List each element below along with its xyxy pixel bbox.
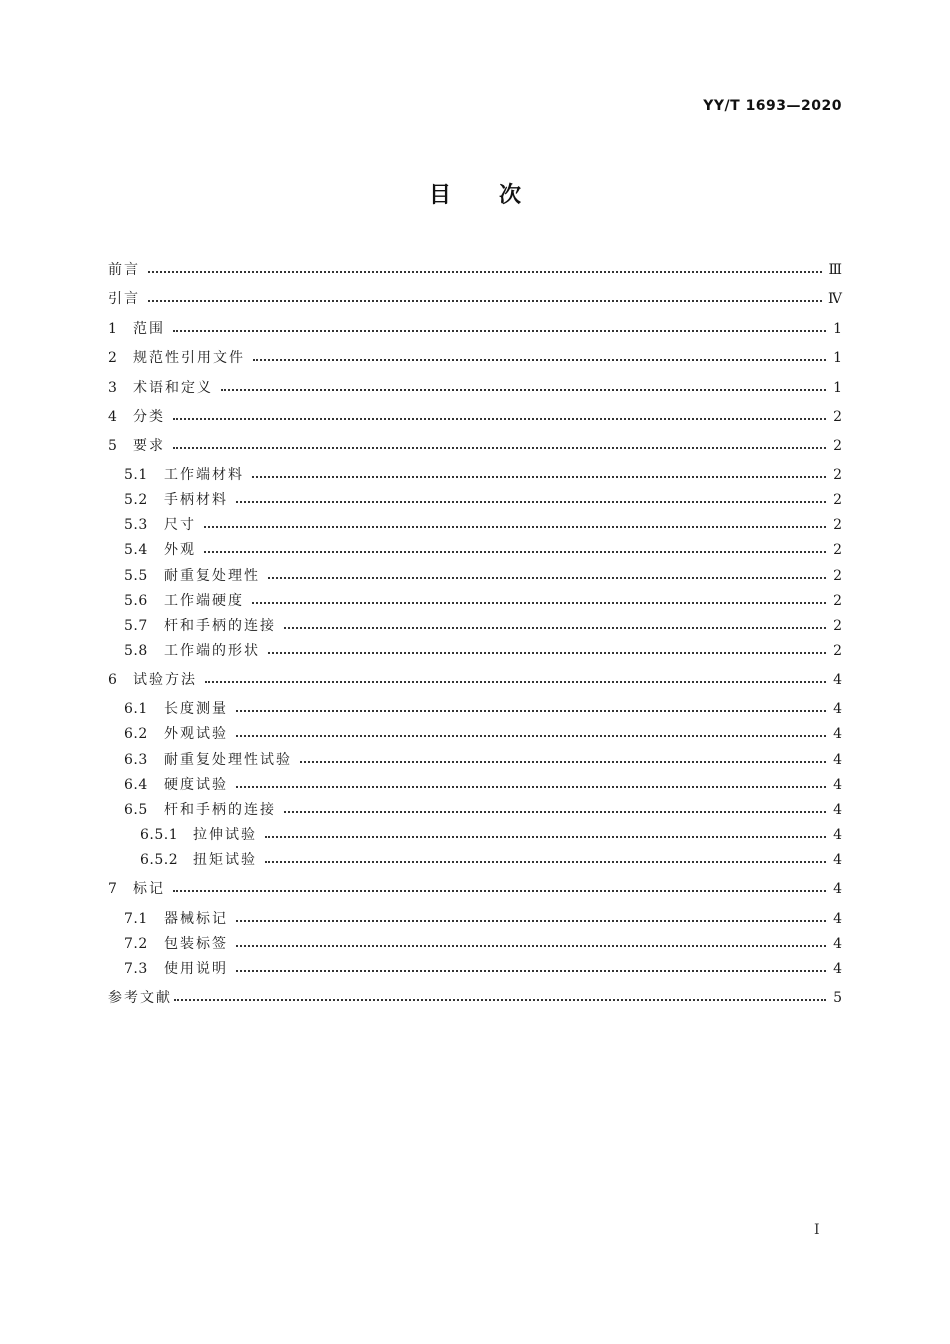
toc-entry-title: 外观试验 — [164, 726, 228, 742]
toc-entry-number: 7.1 — [124, 911, 148, 927]
standard-code: YY/T 1693—2020 — [703, 98, 842, 114]
toc-entry[interactable] — [124, 723, 842, 745]
toc-entry-number: 6.3 — [124, 752, 148, 768]
toc-entry-number: 5.3 — [124, 517, 148, 533]
dot-leader — [265, 836, 826, 838]
toc-entry-number: 5.7 — [124, 618, 148, 634]
toc-entry-title: 引言 — [108, 291, 140, 307]
toc-entry[interactable] — [108, 259, 842, 281]
toc-entry-page: 2 — [833, 438, 842, 454]
dot-leader — [300, 761, 826, 763]
toc-entry[interactable] — [124, 774, 842, 796]
toc-entry-number: 5.8 — [124, 643, 148, 659]
toc-entry-number: 7.2 — [124, 936, 148, 952]
toc-entry[interactable] — [124, 908, 842, 930]
toc-entry-title: 硬度试验 — [164, 777, 228, 793]
toc-entry-title: 拉伸试验 — [193, 827, 257, 843]
dot-leader — [173, 418, 826, 420]
toc-entry[interactable] — [108, 377, 842, 399]
toc-entry-title: 尺寸 — [164, 517, 196, 533]
toc-entry-page: 1 — [833, 350, 842, 366]
toc-entry-page: 4 — [833, 911, 842, 927]
toc-entry-number: 7 — [108, 881, 118, 897]
toc-entry-title: 手柄材料 — [164, 492, 228, 508]
toc-entry-title: 耐重复处理性试验 — [164, 752, 292, 768]
toc-entry-page: 2 — [833, 409, 842, 425]
toc-entry-number: 5.6 — [124, 593, 148, 609]
dot-leader — [236, 970, 826, 972]
toc-entry[interactable] — [124, 464, 842, 486]
toc-entry-title: 包装标签 — [164, 936, 228, 952]
toc-entry-title: 术语和定义 — [133, 380, 213, 396]
toc-entry-page: 2 — [833, 643, 842, 659]
toc-entry-page: 2 — [833, 492, 842, 508]
toc-entry-page: 2 — [833, 593, 842, 609]
toc-entry-page: Ⅳ — [828, 291, 842, 307]
toc-entry-number: 5.1 — [124, 467, 148, 483]
toc-entry-title: 器械标记 — [164, 911, 228, 927]
dot-leader — [173, 330, 826, 332]
toc-entry-number: 4 — [108, 409, 118, 425]
toc-entry-title: 耐重复处理性 — [164, 568, 260, 584]
toc-entry[interactable] — [108, 318, 842, 340]
toc-entry-page: 4 — [833, 777, 842, 793]
toc-entry[interactable] — [108, 288, 842, 310]
dot-leader — [252, 476, 826, 478]
toc-entry-title: 扭矩试验 — [193, 852, 257, 868]
toc-entry-number: 5.2 — [124, 492, 148, 508]
toc-entry-number: 6 — [108, 672, 118, 688]
toc-entry-page: 4 — [833, 672, 842, 688]
toc-entry-page: 4 — [833, 752, 842, 768]
toc-entry-page: 4 — [833, 961, 842, 977]
toc-entry[interactable] — [124, 698, 842, 720]
toc-entry-number: 6.1 — [124, 701, 148, 717]
dot-leader — [204, 551, 826, 553]
dot-leader — [221, 389, 826, 391]
toc-entry-title: 要求 — [133, 438, 165, 454]
dot-leader — [236, 945, 826, 947]
toc-entry[interactable] — [124, 514, 842, 536]
dot-leader — [253, 359, 826, 361]
page-title: 目次 — [428, 183, 569, 208]
dot-leader — [173, 890, 826, 892]
toc-entry-number: 5.4 — [124, 542, 148, 558]
toc-entry[interactable] — [124, 565, 842, 587]
toc-entry-page: 1 — [833, 380, 842, 396]
dot-leader — [252, 602, 826, 604]
toc-entry-number: 6.5.1 — [140, 827, 179, 843]
toc-entry[interactable] — [108, 669, 842, 691]
toc-entry-number: 2 — [108, 350, 118, 366]
dot-leader — [268, 652, 826, 654]
dot-leader — [236, 786, 826, 788]
toc-entry-page: 4 — [833, 701, 842, 717]
toc-entry-title: 使用说明 — [164, 961, 228, 977]
toc-entry-title: 分类 — [133, 409, 165, 425]
toc-entry-page: 1 — [833, 321, 842, 337]
toc-entry[interactable] — [108, 987, 842, 1009]
toc-entry-title: 参考文献 — [108, 990, 172, 1006]
toc-entry[interactable] — [124, 615, 842, 637]
dot-leader — [236, 710, 826, 712]
toc-entry-number: 1 — [108, 321, 118, 337]
toc-entry-page: Ⅲ — [828, 262, 842, 278]
toc-entry-page: 4 — [833, 827, 842, 843]
toc-entry-title: 长度测量 — [164, 701, 228, 717]
toc-entry-page: 2 — [833, 542, 842, 558]
toc-entry-page: 4 — [833, 881, 842, 897]
toc-entry-title: 工作端硬度 — [164, 593, 244, 609]
dot-leader — [205, 681, 826, 683]
toc-entry[interactable] — [124, 590, 842, 612]
toc-entry-number: 6.2 — [124, 726, 148, 742]
toc-entry-title: 杆和手柄的连接 — [164, 802, 276, 818]
dot-leader — [268, 577, 826, 579]
dot-leader — [236, 920, 826, 922]
toc-entry-page: 2 — [833, 467, 842, 483]
toc-entry-page: 2 — [833, 618, 842, 634]
toc-entry[interactable] — [140, 824, 842, 846]
toc-entry-page: 2 — [833, 568, 842, 584]
toc-entry-number: 5 — [108, 438, 118, 454]
toc-entry[interactable] — [124, 749, 842, 771]
toc-entry-title: 杆和手柄的连接 — [164, 618, 276, 634]
dot-leader — [265, 861, 826, 863]
toc-entry[interactable] — [124, 489, 842, 511]
toc-entry-title: 前言 — [108, 262, 140, 278]
toc-entry-number: 6.5.2 — [140, 852, 179, 868]
dot-leader — [148, 300, 822, 302]
toc-entry[interactable] — [108, 435, 842, 457]
toc-entry-page: 5 — [833, 990, 842, 1006]
toc-entry-number: 7.3 — [124, 961, 148, 977]
toc-entry[interactable] — [124, 958, 842, 980]
dot-leader — [174, 999, 826, 1001]
toc-entry[interactable] — [108, 347, 842, 369]
toc-entry-title: 工作端的形状 — [164, 643, 260, 659]
toc-entry[interactable] — [140, 849, 842, 871]
toc-entry[interactable] — [124, 539, 842, 561]
dot-leader — [173, 447, 826, 449]
dot-leader — [204, 526, 826, 528]
dot-leader — [284, 811, 826, 813]
toc-entry-title: 外观 — [164, 542, 196, 558]
dot-leader — [236, 735, 826, 737]
page-number: I — [814, 1222, 820, 1238]
toc-entry[interactable] — [124, 799, 842, 821]
toc-entry[interactable] — [124, 933, 842, 955]
toc-entry-number: 6.5 — [124, 802, 148, 818]
toc-entry-title: 规范性引用文件 — [133, 350, 245, 366]
toc-entry-page: 4 — [833, 726, 842, 742]
toc-entry-number: 3 — [108, 380, 118, 396]
toc-entry-number: 5.5 — [124, 568, 148, 584]
toc-entry-title: 标记 — [133, 881, 165, 897]
toc-entry-title: 试验方法 — [133, 672, 197, 688]
toc-entry-page: 2 — [833, 517, 842, 533]
toc-entry-page: 4 — [833, 936, 842, 952]
dot-leader — [148, 271, 822, 273]
toc-entry-title: 范围 — [133, 321, 165, 337]
toc-entry[interactable] — [108, 878, 842, 900]
toc-entry[interactable] — [124, 640, 842, 662]
toc-entry[interactable] — [108, 406, 842, 428]
dot-leader — [236, 501, 826, 503]
toc-entry-number: 6.4 — [124, 777, 148, 793]
dot-leader — [284, 627, 826, 629]
toc-entry-page: 4 — [833, 802, 842, 818]
toc-entry-title: 工作端材料 — [164, 467, 244, 483]
toc-entry-page: 4 — [833, 852, 842, 868]
